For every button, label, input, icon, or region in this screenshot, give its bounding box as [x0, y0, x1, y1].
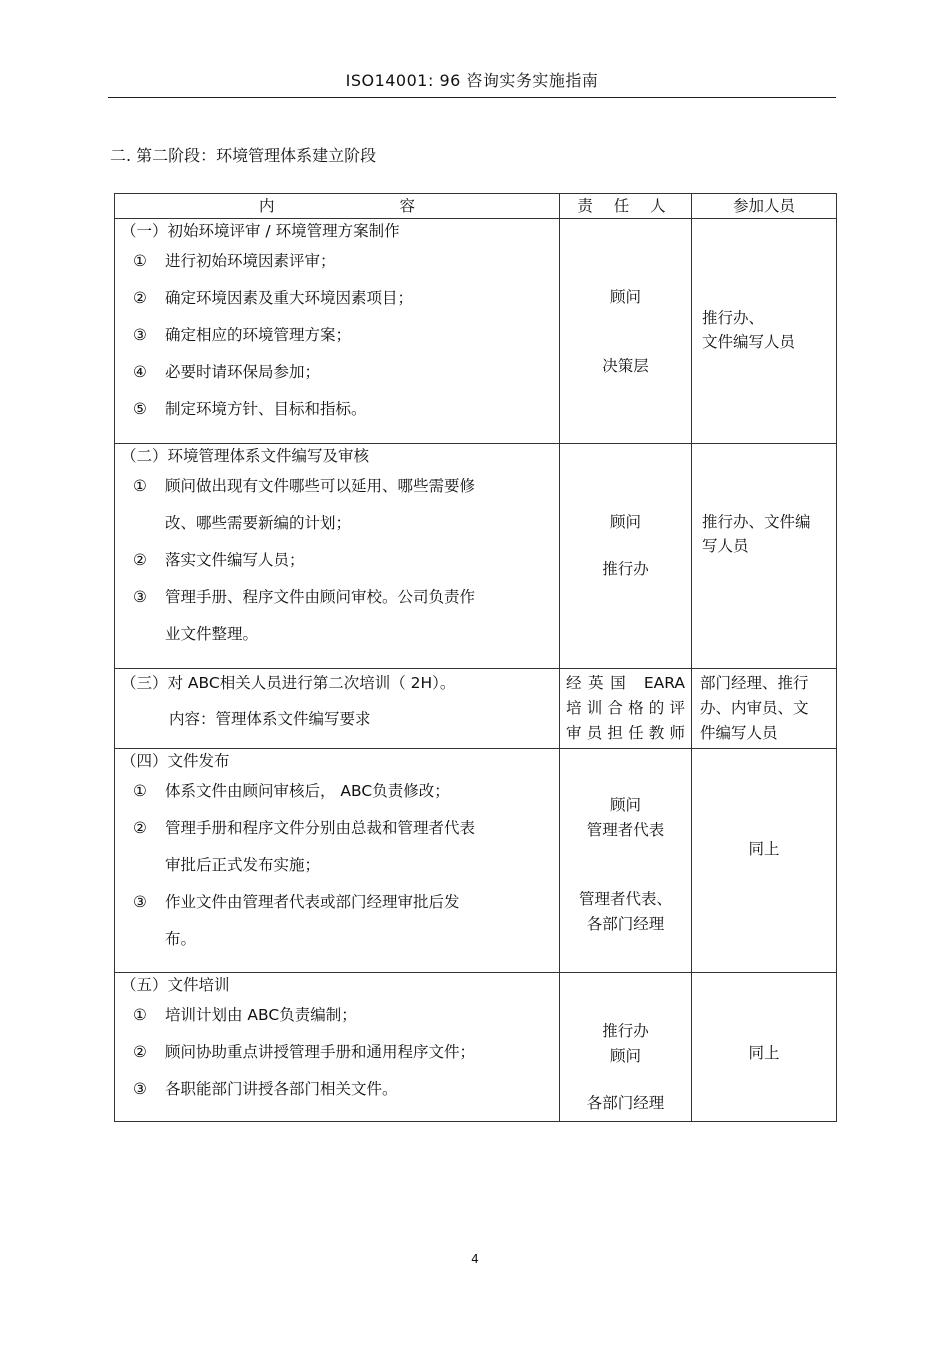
- item-number: ③: [133, 893, 147, 911]
- item-text: 管理手册和程序文件分别由总裁和管理者代表: [165, 819, 476, 837]
- participants-cell: [692, 219, 837, 444]
- participants-line: 同上: [748, 840, 780, 858]
- item-number: ②: [133, 551, 147, 569]
- row-heading: （一）初始环境评审 / 环境管理方案制作: [121, 222, 400, 240]
- item-continuation: 审批后正式发布实施；: [165, 856, 321, 874]
- list-item: [115, 997, 559, 1034]
- header-divider: [108, 97, 836, 98]
- item-text: 管理手册、程序文件由顾问审校。公司负责作: [165, 588, 476, 606]
- content-cell: [115, 219, 560, 444]
- item-number: ⑤: [133, 400, 147, 418]
- participants-line: 同上: [748, 1044, 780, 1062]
- list-item: [115, 1034, 559, 1071]
- participants-line: 推行办、文件编: [702, 513, 811, 531]
- participants-line: 写人员: [702, 537, 749, 555]
- responsible-name: 各部门经理: [586, 915, 665, 933]
- list-item: [115, 354, 559, 391]
- content-cell: [115, 444, 560, 669]
- content-cell: [115, 749, 560, 973]
- item-text: 顾问做出现有文件哪些可以延用、哪些需要修: [165, 477, 476, 495]
- responsible-line: 经英国 EARA: [566, 674, 685, 692]
- participants-cell: [692, 749, 837, 973]
- table-row: [115, 669, 837, 749]
- responsible-name: 顾问: [609, 1047, 641, 1065]
- item-text: 落实文件编写人员；: [165, 551, 305, 569]
- participants-cell: [692, 973, 837, 1122]
- item-number: ①: [133, 477, 147, 495]
- section-title: 二. 第二阶段：环境管理体系建立阶段: [110, 146, 377, 165]
- item-text: 作业文件由管理者代表或部门经理审批后发: [165, 893, 460, 911]
- responsible-cell: [560, 749, 692, 973]
- table-row: [115, 749, 837, 973]
- row-heading: （五）文件培训: [121, 976, 230, 994]
- header-participants: 参加人员: [692, 194, 837, 219]
- item-number: ③: [133, 588, 147, 606]
- participants-line: 文件编写人员: [702, 333, 796, 351]
- list-item: [115, 579, 559, 616]
- row-heading: （四）文件发布: [121, 752, 230, 770]
- list-item: [115, 1071, 559, 1108]
- item-number: ①: [133, 1006, 147, 1024]
- list-item: [115, 391, 559, 428]
- list-item: [115, 810, 559, 847]
- responsible-cell: [560, 669, 692, 749]
- responsible-name: 管理者代表、: [578, 890, 672, 908]
- list-item: [115, 468, 559, 505]
- page-header: ISO14001: 96 咨询实务实施指南: [345, 71, 599, 90]
- responsible-cell: [560, 219, 692, 444]
- list-item: [115, 243, 559, 280]
- participants-cell: [692, 444, 837, 669]
- stage-table: [114, 193, 837, 1122]
- responsible-name: 推行办: [602, 560, 649, 578]
- list-item: [115, 280, 559, 317]
- table-header-row: [115, 194, 837, 219]
- list-item: [115, 317, 559, 354]
- item-text: 确定相应的环境管理方案；: [165, 326, 352, 344]
- item-text: 体系文件由顾问审核后， ABC负责修改；: [165, 782, 450, 800]
- participants-line: 推行办、: [702, 309, 765, 327]
- participants-cell: [692, 669, 837, 749]
- responsible-cell: [560, 973, 692, 1122]
- header-responsible: 责 任 人: [560, 194, 692, 219]
- content-cell: [115, 669, 560, 749]
- row-heading: （三）对 ABC相关人员进行第二次培训（ 2H）。: [121, 674, 456, 692]
- responsible-line: 审员担任教师: [566, 724, 685, 742]
- item-number: ①: [133, 252, 147, 270]
- item-number: ①: [133, 782, 147, 800]
- row-subtext: 内容：管理体系文件编写要求: [169, 710, 371, 728]
- table-row: [115, 973, 837, 1122]
- table-row: [115, 219, 837, 444]
- item-text: 必要时请环保局参加；: [165, 363, 321, 381]
- item-continuation: 改、哪些需要新编的计划；: [165, 514, 352, 532]
- item-number: ③: [133, 326, 147, 344]
- responsible-name: 顾问: [609, 288, 641, 306]
- participants-line: 办、内审员、文: [700, 699, 809, 717]
- item-text: 顾问协助重点讲授管理手册和通用程序文件；: [165, 1043, 476, 1061]
- responsible-name: 管理者代表: [586, 821, 665, 839]
- responsible-name: 各部门经理: [586, 1094, 665, 1112]
- responsible-name: 决策层: [602, 357, 649, 375]
- item-number: ③: [133, 1080, 147, 1098]
- item-text: 培训计划由 ABC负责编制；: [165, 1006, 357, 1024]
- table-row: [115, 444, 837, 669]
- responsible-name: 推行办: [602, 1022, 649, 1040]
- participants-line: 件编写人员: [700, 724, 778, 742]
- item-continuation: 业文件整理。: [165, 625, 259, 643]
- item-text: 确定环境因素及重大环境因素项目；: [165, 289, 414, 307]
- participants-lines: [692, 669, 836, 748]
- page-number: 4: [471, 1252, 479, 1266]
- content-cell: [115, 973, 560, 1122]
- item-continuation: 布。: [165, 930, 197, 948]
- item-text: 进行初始环境因素评审；: [165, 252, 336, 270]
- responsible-name: 顾问: [609, 796, 641, 814]
- participants-line: 部门经理、推行: [700, 674, 809, 692]
- item-number: ②: [133, 1043, 147, 1061]
- item-text: 制定环境方针、目标和指标。: [165, 400, 367, 418]
- header-content: 内 容: [115, 194, 560, 219]
- responsible-line: 培训合格的评: [566, 699, 685, 717]
- responsible-lines: [560, 669, 691, 748]
- item-number: ②: [133, 819, 147, 837]
- responsible-name: 顾问: [609, 513, 641, 531]
- item-number: ②: [133, 289, 147, 307]
- row-heading: （二）环境管理体系文件编写及审核: [121, 447, 370, 465]
- list-item: [115, 884, 559, 921]
- responsible-cell: [560, 444, 692, 669]
- item-text: 各职能部门讲授各部门相关文件。: [165, 1080, 398, 1098]
- list-item: [115, 542, 559, 579]
- list-item: [115, 773, 559, 810]
- item-number: ④: [133, 363, 147, 381]
